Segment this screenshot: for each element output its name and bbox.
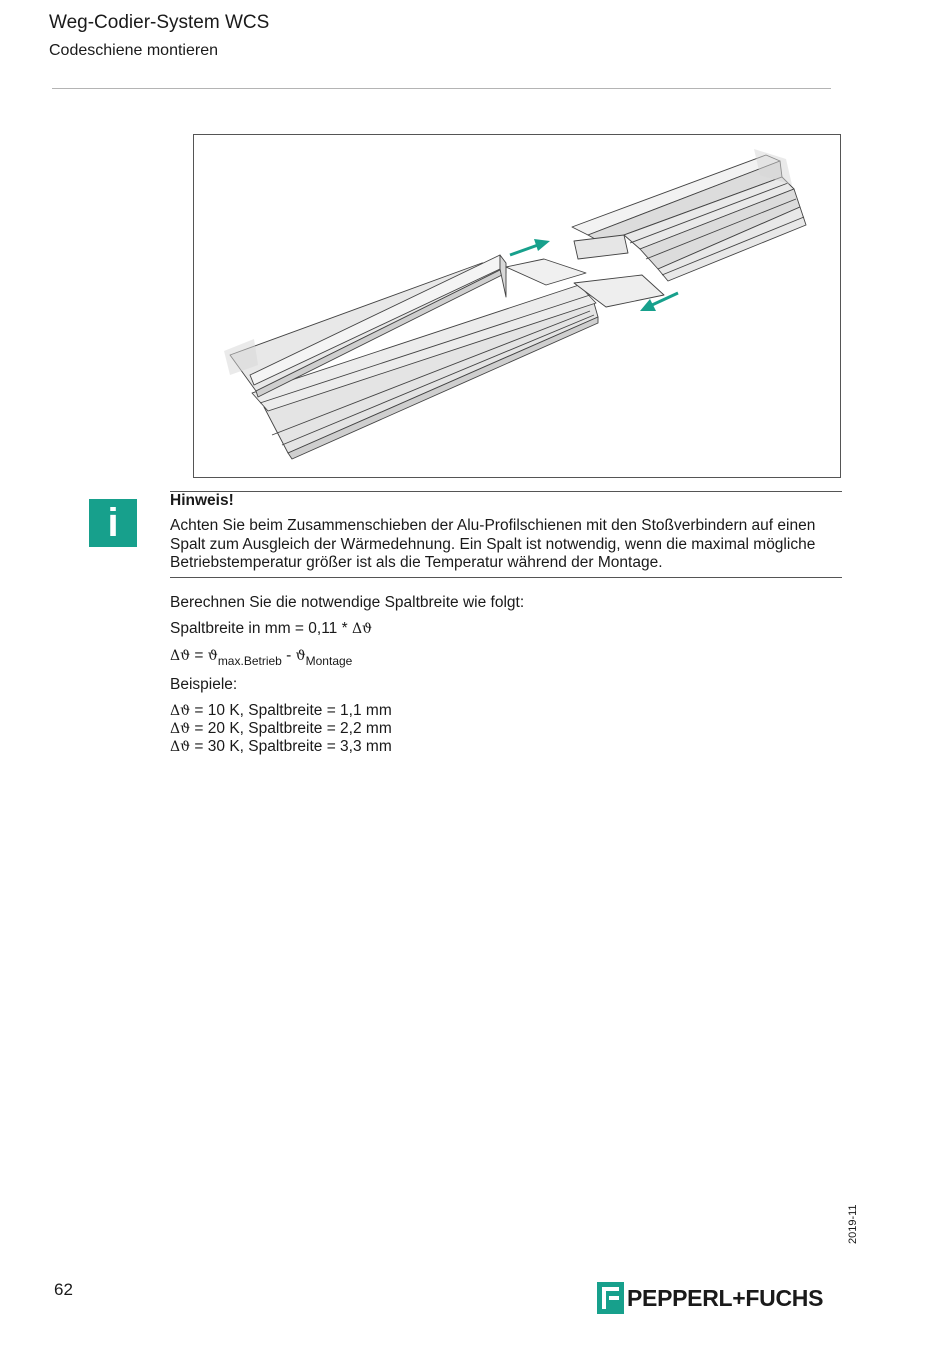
logo-wordmark: PEPPERL+FUCHS [627, 1284, 824, 1311]
note-heading: Hinweis! [170, 492, 234, 509]
info-icon: i [89, 499, 137, 547]
rail-assembly-illustration [193, 134, 841, 478]
revision-date: 2019-11 [847, 1204, 859, 1244]
note-top-rule [170, 491, 842, 492]
examples-label: Beispiele: [170, 676, 238, 693]
company-logo [597, 1282, 823, 1314]
note-bottom-rule [170, 577, 842, 578]
example-item: Δϑ = 10 K, Spaltbreite = 1,1 mm [170, 702, 392, 719]
header-divider [52, 88, 831, 89]
logo-mark-icon [597, 1282, 624, 1314]
formula-gap-width: Spaltbreite in mm = 0,11 * Δϑ [170, 620, 373, 637]
note-body: Achten Sie beim Zusammenschieben der Alu-Profilschienen mit den Stoßverbindern auf einen Spalt zum Ausgleich der Wärmedehnung. Ein Spalt ist notwendig, wenn die maximal mögliche Betriebstemperatur größer ist als die Temperatur während der Montage. [170, 517, 816, 571]
document-title: Weg-Codier-System WCS [49, 12, 270, 33]
rail-drawing [194, 135, 840, 477]
formula-delta-theta: $\Delta ϑ = ϑ_{max.Betrieb} - ϑ_{Montage}$ [170, 647, 353, 668]
section-title: Codeschiene montieren [49, 42, 218, 59]
calc-intro: Berechnen Sie die notwendige Spaltbreite wie folgt: [170, 594, 525, 611]
example-item: Δϑ = 20 K, Spaltbreite = 2,2 mm [170, 720, 392, 737]
example-item: Δϑ = 30 K, Spaltbreite = 3,3 mm [170, 738, 392, 755]
page-number: 62 [54, 1280, 73, 1299]
